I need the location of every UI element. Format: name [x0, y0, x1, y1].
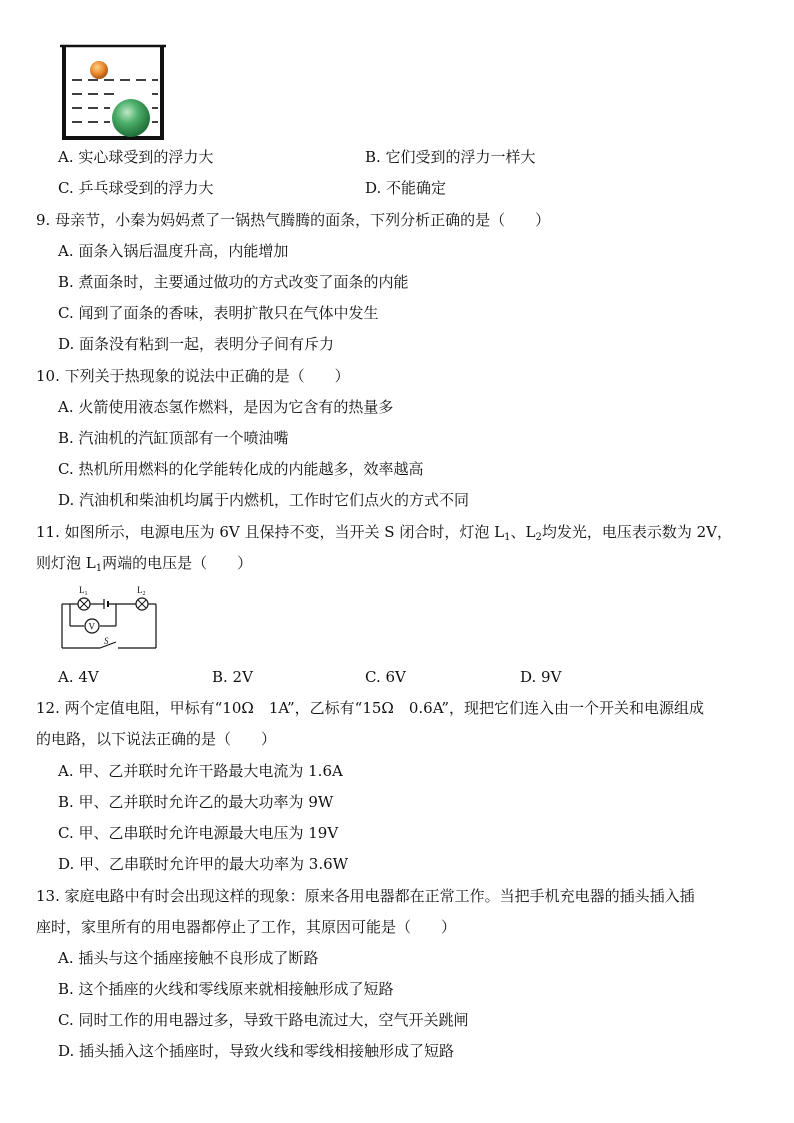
q9-option-a[interactable]: A. 面条入锅后温度升高，内能增加	[58, 242, 289, 260]
beaker	[60, 46, 166, 138]
q10-stem: 10. 下列关于热现象的说法中正确的是（ ）	[36, 367, 350, 385]
q13-option-a[interactable]: A. 插头与这个插座接触不良形成了断路	[58, 949, 319, 967]
q11-option-a[interactable]: A. 4V	[58, 668, 99, 686]
q12-option-c[interactable]: C. 甲、乙串联时允许电源最大电压为 19V	[58, 824, 339, 842]
q13-stem-line2: 座时，家里所有的用电器都停止了工作，其原因可能是（ ）	[36, 918, 457, 936]
q11-stem-line1: 11. 如图所示，电源电压为 6V 且保持不变，当开关 S 闭合时，灯泡 $L_1$、$L_2$均发光，电压表示数为 2V，	[36, 523, 732, 543]
q11-stem-line2: 则灯泡 $L_1$两端的电压是（ ）	[36, 554, 253, 574]
q13-option-c[interactable]: C. 同时工作的用电器过多，导致干路电流过大，空气开关跳闸	[58, 1011, 469, 1029]
q12-option-d[interactable]: D. 甲、乙串联时允许甲的最大功率为 3.6W	[58, 855, 349, 873]
voltmeter	[85, 619, 99, 633]
svg-text:V: V	[88, 621, 95, 632]
svg-text:L1: $L_1$	[79, 585, 88, 597]
q12-option-a[interactable]: A. 甲、乙并联时允许干路最大电流为 1.6A	[58, 762, 343, 780]
q8-option-b[interactable]: B. 它们受到的浮力一样大	[365, 148, 536, 166]
q11-option-b[interactable]: B. 2V	[212, 668, 253, 686]
q9-option-c[interactable]: C. 闻到了面条的香味，表明扩散只在气体中发生	[58, 304, 379, 322]
svg-text:L2: $L_2$	[137, 585, 146, 597]
ping-pong-ball	[90, 61, 108, 79]
q10-option-c[interactable]: C. 热机所用燃料的化学能转化成的内能越多，效率越高	[58, 460, 424, 478]
q8-option-d[interactable]: D. 不能确定	[365, 179, 447, 197]
q9-option-b[interactable]: B. 煮面条时，主要通过做功的方式改变了面条的内能	[58, 273, 409, 291]
lamp-l1	[78, 585, 90, 610]
switch-label: S	[104, 636, 109, 646]
q13-option-d[interactable]: D. 插头插入这个插座时，导致火线和零线相接触形成了短路	[58, 1042, 455, 1060]
q8-option-a[interactable]: A. 实心球受到的浮力大	[58, 148, 214, 166]
circuit-diagram	[58, 582, 162, 654]
beaker-figure	[58, 42, 170, 142]
lamp-l2	[136, 585, 148, 610]
q12-stem-line1: 12. 两个定值电阻，甲标有“10Ω 1A”，乙标有“15Ω 0.6A”，现把它们连入由一个开关和电源组成	[36, 699, 705, 717]
q10-option-a[interactable]: A. 火箭使用液态氢作燃料，是因为它含有的热量多	[58, 398, 394, 416]
q10-option-d[interactable]: D. 汽油机和柴油机均属于内燃机，工作时它们点火的方式不同	[58, 491, 470, 509]
q9-stem: 9. 母亲节，小秦为妈妈煮了一锅热气腾腾的面条，下列分析正确的是（ ）	[36, 211, 551, 229]
q13-option-b[interactable]: B. 这个插座的火线和零线原来就相接触形成了短路	[58, 980, 394, 998]
q9-option-d[interactable]: D. 面条没有粘到一起，表明分子间有斥力	[58, 335, 335, 353]
q12-stem-line2: 的电路，以下说法正确的是（ ）	[36, 730, 277, 748]
q8-option-c[interactable]: C. 乒乓球受到的浮力大	[58, 179, 214, 197]
q11-option-d[interactable]: D. 9V	[520, 668, 562, 686]
q12-option-b[interactable]: B. 甲、乙并联时允许乙的最大功率为 9W	[58, 793, 334, 811]
q13-stem-line1: 13. 家庭电路中有时会出现这样的现象：原来各用电器都在正常工作。当把手机充电器的插头插入插	[36, 887, 695, 905]
q11-option-c[interactable]: C. 6V	[365, 668, 406, 686]
solid-ball	[112, 99, 150, 137]
q10-option-b[interactable]: B. 汽油机的汽缸顶部有一个喷油嘴	[58, 429, 289, 447]
